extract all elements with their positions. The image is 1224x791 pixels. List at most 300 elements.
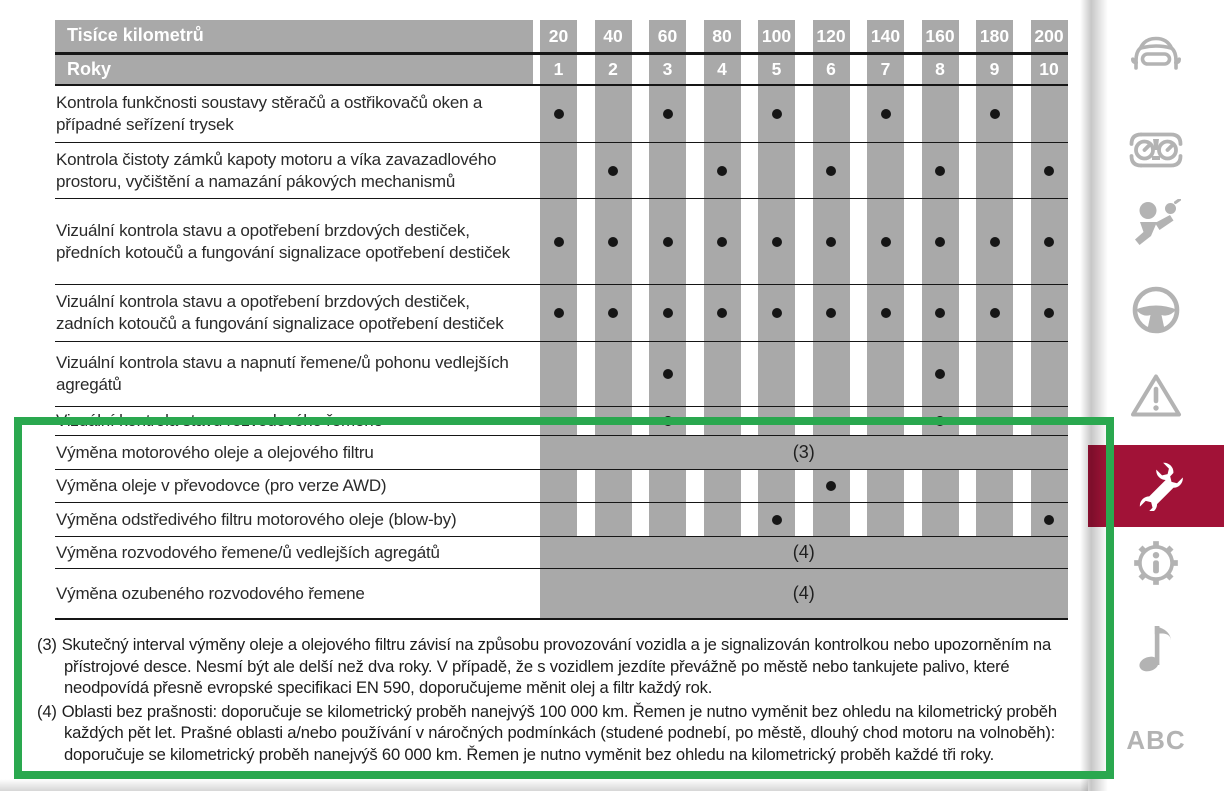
column-stripe (540, 86, 577, 142)
interval-span-cell (540, 569, 1068, 618)
column-stripe (649, 342, 686, 406)
header-cell (758, 55, 813, 84)
service-dot (826, 166, 836, 176)
table-row (55, 199, 1068, 285)
maintenance-schedule-table (55, 20, 1068, 620)
header-value: 120 (813, 20, 850, 52)
interval-cell (922, 143, 977, 198)
header-value: 10 (1031, 55, 1068, 84)
column-stripe (758, 199, 795, 284)
sidebar-item-technical-info[interactable] (1088, 537, 1224, 593)
header-value: 40 (595, 20, 632, 52)
interval-cell (867, 503, 922, 536)
column-stripe (540, 285, 577, 341)
service-dot (554, 308, 564, 318)
abc-index-label: ABC (1126, 724, 1186, 755)
sidebar-item-index[interactable] (1088, 712, 1224, 768)
header-cell (595, 55, 650, 84)
header-value: 20 (540, 20, 577, 52)
service-dot (935, 237, 945, 247)
column-stripe (976, 407, 1013, 435)
column-stripe (595, 407, 632, 435)
service-dot (935, 416, 945, 426)
header-value: 6 (813, 55, 850, 84)
interval-cell (540, 503, 595, 536)
column-stripe (922, 86, 959, 142)
sidebar-item-car[interactable] (1088, 26, 1224, 82)
column-stripe (704, 503, 741, 536)
interval-cell (976, 342, 1031, 406)
column-stripe (649, 407, 686, 435)
interval-cell (813, 470, 868, 502)
column-stripe (595, 199, 632, 284)
header-cell (758, 20, 813, 52)
column-stripe (1031, 86, 1068, 142)
interval-cell (1031, 86, 1068, 142)
footnote-reference: (4) (792, 583, 815, 604)
column-stripe (595, 86, 632, 142)
service-item-label: Výměna odstředivého filtru motorového oleje (blow-by) (56, 509, 457, 529)
column-stripe (813, 503, 850, 536)
chapter-sidebar (1088, 0, 1224, 791)
column-stripe (813, 285, 850, 341)
header-cell (1031, 55, 1068, 84)
header-value: 160 (922, 20, 959, 52)
column-stripe (922, 407, 959, 435)
service-item-label: Výměna rozvodového řemene/ů vedlejších agregátů (56, 542, 440, 562)
interval-cells (540, 143, 1068, 198)
service-dot (1044, 515, 1054, 525)
interval-cell (595, 285, 650, 341)
column-stripe (540, 470, 577, 502)
interval-cell (976, 199, 1031, 284)
interval-cells (540, 470, 1068, 502)
sidebar-item-steering[interactable] (1088, 284, 1224, 340)
interval-cell (758, 143, 813, 198)
steering-wheel-icon (1131, 285, 1181, 340)
table-row (55, 470, 1068, 503)
interval-cell (540, 407, 595, 435)
service-dot (881, 308, 891, 318)
header-value: 8 (922, 55, 959, 84)
interval-cell (1031, 407, 1068, 435)
column-stripe (813, 342, 850, 406)
dashboard-icon (1129, 131, 1183, 174)
column-stripe (1031, 407, 1068, 435)
header-cells (540, 20, 1068, 52)
interval-cell (595, 199, 650, 284)
interval-cell (540, 342, 595, 406)
column-stripe (867, 342, 904, 406)
column-stripe (867, 285, 904, 341)
service-dot (826, 481, 836, 491)
header-value: 60 (649, 20, 686, 52)
header-cell (595, 20, 650, 52)
column-stripe (540, 407, 577, 435)
interval-cell (649, 86, 704, 142)
column-stripe (976, 342, 1013, 406)
table-row (55, 285, 1068, 342)
header-cell (1031, 20, 1068, 52)
column-stripe (976, 199, 1013, 284)
wrench-icon (1129, 457, 1183, 516)
column-stripe (922, 503, 959, 536)
interval-cell (976, 407, 1031, 435)
interval-cell (758, 86, 813, 142)
column-stripe (867, 143, 904, 198)
column-stripe (867, 86, 904, 142)
interval-cells (540, 342, 1068, 406)
interval-cell (704, 285, 759, 341)
interval-cell (540, 285, 595, 341)
column-stripe (649, 143, 686, 198)
service-dot (772, 109, 782, 119)
column-stripe (867, 503, 904, 536)
interval-cell (922, 503, 977, 536)
service-dot (608, 237, 618, 247)
column-stripe (758, 407, 795, 435)
table-row (55, 503, 1068, 537)
service-dot (935, 369, 945, 379)
interval-cell (922, 86, 977, 142)
column-stripe (922, 470, 959, 502)
interval-cell (595, 503, 650, 536)
footnote-reference: (4) (792, 542, 815, 563)
column-stripe (922, 143, 959, 198)
interval-cell (922, 285, 977, 341)
header-row-kilometers (55, 20, 1068, 55)
interval-cells (540, 199, 1068, 284)
column-stripe (1031, 470, 1068, 502)
interval-cell (540, 143, 595, 198)
table-row (55, 407, 1068, 436)
interval-cell (758, 199, 813, 284)
column-stripe (976, 470, 1013, 502)
interval-cell (1031, 199, 1068, 284)
header-cell (649, 55, 704, 84)
interval-cell (595, 470, 650, 502)
header-label: Roky (55, 55, 533, 84)
service-dot (881, 109, 891, 119)
header-cell (813, 55, 868, 84)
service-item-label: Vizuální kontrola stavu a napnutí řemene/ů pohonu vedlejších agregátů (56, 353, 509, 395)
header-value: 7 (867, 55, 904, 84)
column-stripe (1031, 143, 1068, 198)
column-stripe (704, 470, 741, 502)
table-row (55, 569, 1068, 620)
interval-cell (758, 407, 813, 435)
interval-cell (704, 342, 759, 406)
sidebar-item-airbag[interactable] (1088, 198, 1224, 254)
interval-cell (813, 143, 868, 198)
column-stripe (595, 143, 632, 198)
sidebar-item-service[interactable] (1088, 445, 1224, 527)
interval-cell (704, 143, 759, 198)
service-dot (1044, 166, 1054, 176)
table-row (55, 436, 1068, 470)
header-cell (976, 20, 1031, 52)
service-dot (1044, 237, 1054, 247)
footnote (37, 701, 1089, 766)
interval-cell (1031, 285, 1068, 341)
service-dot (935, 166, 945, 176)
interval-cell (649, 285, 704, 341)
interval-cell (922, 342, 977, 406)
header-row-years (55, 55, 1068, 86)
interval-cell (976, 285, 1031, 341)
service-dot (663, 109, 673, 119)
interval-cell (649, 143, 704, 198)
table-row (55, 537, 1068, 569)
column-stripe (649, 285, 686, 341)
gear-info-icon (1130, 537, 1182, 594)
column-stripe (976, 285, 1013, 341)
sidebar-item-audio[interactable] (1088, 621, 1224, 677)
footnote-text: Skutečný interval výměny oleje a olejového filtru závisí na způsobu provozování vozidla a je signalizován kontrolkou nebo upozorněním na přístrojové desce. Nesmí být ale delší než dva roky. V případě, že s vozidlem jezdíte převážně po městě nebo tankujete palivo, které neodpovídá přesně evropské specifikaci EN 590, doporučujeme měnit olej a filtr každý rok. (61, 635, 1051, 697)
service-dot (772, 308, 782, 318)
service-dot (990, 109, 1000, 119)
column-stripe (649, 86, 686, 142)
column-stripe (595, 503, 632, 536)
interval-cell (813, 199, 868, 284)
header-label: Tisíce kilometrů (55, 20, 533, 52)
column-stripe (758, 285, 795, 341)
service-dot (935, 308, 945, 318)
service-item-label: Kontrola funkčnosti soustavy stěračů a ostřikovačů oken a případné seřízení trysek (56, 93, 483, 135)
warning-triangle-icon (1130, 372, 1182, 424)
header-cell (922, 55, 977, 84)
column-stripe (758, 143, 795, 198)
service-dot (1044, 308, 1054, 318)
column-stripe (540, 503, 577, 536)
header-cell (704, 20, 759, 52)
interval-cell (867, 342, 922, 406)
interval-cell (813, 342, 868, 406)
column-stripe (813, 199, 850, 284)
interval-cell (595, 86, 650, 142)
interval-cell (1031, 470, 1068, 502)
column-stripe (813, 470, 850, 502)
service-dot (717, 237, 727, 247)
column-stripe (540, 342, 577, 406)
table-row (55, 86, 1068, 143)
column-stripe (649, 470, 686, 502)
interval-cell (922, 407, 977, 435)
header-cell (867, 20, 922, 52)
interval-cell (976, 503, 1031, 536)
interval-cells (540, 86, 1068, 142)
header-cell (922, 20, 977, 52)
interval-cell (758, 470, 813, 502)
column-stripe (1031, 503, 1068, 536)
column-stripe (758, 86, 795, 142)
header-value: 80 (704, 20, 741, 52)
interval-cell (867, 407, 922, 435)
interval-cell (649, 470, 704, 502)
table-row (55, 342, 1068, 407)
column-stripe (758, 342, 795, 406)
interval-cell (649, 503, 704, 536)
header-cell (976, 55, 1031, 84)
column-stripe (595, 285, 632, 341)
column-stripe (704, 199, 741, 284)
service-item-label: Vizuální kontrola stavu rozvodového řemene (56, 411, 383, 431)
footnote-reference: (3) (792, 442, 815, 463)
column-stripe (867, 407, 904, 435)
table-row (55, 143, 1068, 199)
header-cell (813, 20, 868, 52)
service-dot (772, 237, 782, 247)
interval-cells (540, 503, 1068, 536)
column-stripe (1031, 342, 1068, 406)
interval-cells (540, 407, 1068, 435)
interval-cell (813, 86, 868, 142)
interval-cell (867, 470, 922, 502)
column-stripe (867, 470, 904, 502)
column-stripe (976, 86, 1013, 142)
service-dot (826, 308, 836, 318)
interval-cell (595, 143, 650, 198)
service-dot (608, 166, 618, 176)
column-stripe (922, 285, 959, 341)
interval-cell (704, 86, 759, 142)
header-cell (704, 55, 759, 84)
interval-cell (867, 143, 922, 198)
service-item-label: Výměna oleje v převodovce (pro verze AWD) (56, 476, 387, 496)
interval-cell (867, 285, 922, 341)
interval-cell (540, 199, 595, 284)
column-stripe (595, 342, 632, 406)
service-dot (881, 237, 891, 247)
service-dot (990, 308, 1000, 318)
column-stripe (704, 342, 741, 406)
interval-cell (704, 199, 759, 284)
interval-cell (649, 342, 704, 406)
column-stripe (758, 503, 795, 536)
sidebar-item-dashboard[interactable] (1088, 124, 1224, 180)
interval-cell (1031, 342, 1068, 406)
column-stripe (976, 503, 1013, 536)
column-stripe (704, 86, 741, 142)
music-note-icon (1138, 621, 1174, 678)
interval-cell (976, 470, 1031, 502)
header-cell (649, 20, 704, 52)
interval-cell (976, 86, 1031, 142)
service-dot (990, 237, 1000, 247)
column-stripe (595, 470, 632, 502)
header-cell (540, 55, 595, 84)
car-front-icon (1130, 32, 1182, 77)
column-stripe (1031, 199, 1068, 284)
interval-cells (540, 285, 1068, 341)
service-dot (663, 416, 673, 426)
column-stripe (649, 199, 686, 284)
service-item-label: Výměna motorového oleje a olejového filtru (56, 442, 374, 462)
header-value: 5 (758, 55, 795, 84)
airbag-icon (1131, 199, 1181, 254)
interval-cell (922, 199, 977, 284)
interval-cell (813, 503, 868, 536)
column-stripe (758, 470, 795, 502)
header-cells (540, 55, 1068, 84)
footnote (37, 634, 1089, 699)
service-dot (663, 308, 673, 318)
interval-cell (704, 503, 759, 536)
column-stripe (813, 407, 850, 435)
footnote-marker: (3) (37, 635, 57, 654)
service-dot (717, 166, 727, 176)
column-stripe (704, 285, 741, 341)
interval-cell (813, 285, 868, 341)
page-bottom-shadow (0, 779, 1088, 791)
header-value: 140 (867, 20, 904, 52)
header-cell (540, 20, 595, 52)
interval-cell (813, 407, 868, 435)
header-value: 3 (649, 55, 686, 84)
service-dot (663, 369, 673, 379)
footnote-text: Oblasti bez prašnosti: doporučuje se kilometrický proběh nanejvýš 100 000 km. Řemen je nutno vyměnit bez ohledu na kilometrický proběh každých pět let. Prašné oblasti a/nebo používání v náročných podmínkách (studené podnebí, po městě, dlouhý chod motoru na volnoběh): doporučuje se kilometrický proběh nanejvýš 60 000 km. Řemen je nutno vyměnit bez ohledu na kilometrický proběh každé tři roky. (61, 701, 1057, 764)
interval-span-cell (540, 537, 1068, 568)
footnote-marker: (4) (37, 701, 57, 721)
column-stripe (540, 199, 577, 284)
interval-cell (595, 407, 650, 435)
service-dot (554, 109, 564, 119)
interval-span-cell (540, 436, 1068, 469)
sidebar-item-warning[interactable] (1088, 370, 1224, 426)
interval-cell (758, 503, 813, 536)
header-value: 180 (976, 20, 1013, 52)
interval-cell (922, 470, 977, 502)
interval-cell (704, 407, 759, 435)
header-value: 9 (976, 55, 1013, 84)
column-stripe (922, 342, 959, 406)
interval-cell (758, 342, 813, 406)
column-stripe (922, 199, 959, 284)
service-item-label: Vizuální kontrola stavu a opotřebení brzdových destiček, předních kotoučů a fungování signalizace opotřebení destiček (56, 220, 510, 262)
interval-cell (649, 199, 704, 284)
service-dot (663, 237, 673, 247)
header-value: 200 (1031, 20, 1068, 52)
interval-cell (867, 86, 922, 142)
column-stripe (704, 143, 741, 198)
interval-cell (540, 470, 595, 502)
service-item-label: Výměna ozubeného rozvodového řemene (56, 583, 365, 603)
interval-cell (595, 342, 650, 406)
service-dot (772, 515, 782, 525)
column-stripe (649, 503, 686, 536)
interval-cell (1031, 143, 1068, 198)
service-dot (554, 237, 564, 247)
interval-cell (758, 285, 813, 341)
interval-cell (867, 199, 922, 284)
interval-cell (976, 143, 1031, 198)
header-value: 2 (595, 55, 632, 84)
column-stripe (976, 143, 1013, 198)
column-stripe (867, 199, 904, 284)
service-dot (826, 237, 836, 247)
footnotes (37, 634, 1089, 767)
header-cell (867, 55, 922, 84)
column-stripe (540, 143, 577, 198)
service-dot (717, 308, 727, 318)
interval-cell (704, 470, 759, 502)
header-value: 100 (758, 20, 795, 52)
column-stripe (813, 86, 850, 142)
service-dot (608, 308, 618, 318)
interval-cell (540, 86, 595, 142)
service-item-label: Kontrola čistoty zámků kapoty motoru a víka zavazadlového prostoru, vyčištění a namazání pákových mechanismů (56, 149, 497, 191)
column-stripe (704, 407, 741, 435)
